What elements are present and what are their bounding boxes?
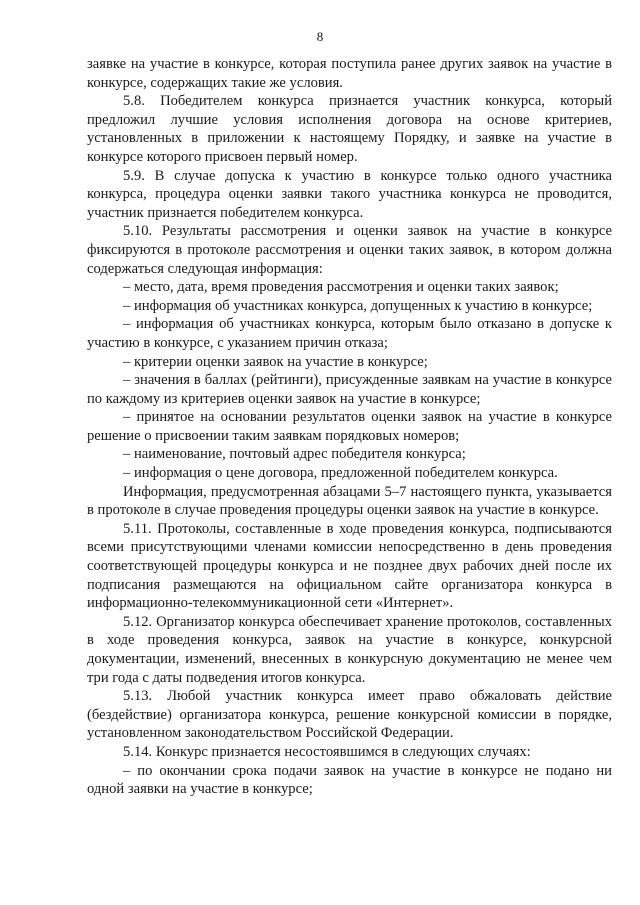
paragraph-continuation: заявке на участие в конкурсе, которая поступила ранее других заявок на участие в конкурсе, содержащих такие же условия. <box>87 56 612 91</box>
document-body <box>87 55 612 799</box>
list-item-ratings: – значения в баллах (рейтинги), присужденные заявкам на участие в конкурсе по каждому из критериев оценки заявок на участие в конкурсе; <box>87 372 612 407</box>
paragraph-5-14: 5.14. Конкурс признается несостоявшимся в следующих случаях: <box>123 743 531 760</box>
list-item-decision: – принятое на основании результатов оценки заявок на участие в конкурсе решение о присвоении таким заявкам порядковых номеров; <box>87 409 612 444</box>
paragraph-5-8: 5.8. Победителем конкурса признается участник конкурса, который предложил лучшие условия исполнения договора на основе критериев, установленных в приложении к настоящему Порядку, и заявке на участие в конкурсе которого присвоен первый номер. <box>87 93 612 165</box>
paragraph-5-13: 5.13. Любой участник конкурса имеет право обжаловать действие (бездействие) организатора конкурса, решение конкурсной комиссии в порядке, установленном законодательством Российской Федерации. <box>87 688 612 742</box>
paragraph-5-10: 5.10. Результаты рассмотрения и оценки заявок на участие в конкурсе фиксируются в протоколе рассмотрения и оценки таких заявок, в котором должна содержаться следующая информация: <box>87 223 612 277</box>
page-number: 8 <box>316 29 324 44</box>
paragraph-5-9: 5.9. В случае допуска к участию в конкурсе только одного участника конкурса, процедура оценки заявки такого участника конкурса не проводится, участник признается победителем конкурса. <box>87 167 612 221</box>
paragraph-5-12: 5.12. Организатор конкурса обеспечивает хранение протоколов, составленных в ходе проведения конкурса, заявок на участие в конкурсе, конкурсной документации, изменений, внесенных в конкурсную документацию не менее чем три года с даты подведения итогов конкурса. <box>87 613 612 686</box>
list-item-rejected-participants: – информация об участниках конкурса, которым было отказано в допуске к участию в конкурсе, с указанием причин отказа; <box>87 316 612 351</box>
list-item-winner-address: – наименование, почтовый адрес победителя конкурса; <box>123 446 466 463</box>
list-item-place-date-time: – место, дата, время проведения рассмотрения и оценки таких заявок; <box>123 279 559 296</box>
paragraph-5-11: 5.11. Протоколы, составленные в ходе проведения конкурса, подписываются всеми присутствующими членами комиссии непосредственно в день проведения соответствующей процедуры конкурса и не позднее двух рабочих дней после их подписания размещаются на официальном сайте организатора конкурса в информационно-телекоммуникационной сети «Интернет». <box>87 520 612 612</box>
list-item-no-applications: – по окончании срока подачи заявок на участие в конкурсе не подано ни одной заявки на участие в конкурсе; <box>87 762 612 798</box>
list-item-admitted-participants: – информация об участниках конкурса, допущенных к участию в конкурсе; <box>123 297 593 314</box>
paragraph-information-note: Информация, предусмотренная абзацами 5–7 настоящего пункта, указывается в протоколе в случае проведения процедуры оценки заявок на участие в конкурсе. <box>87 483 612 519</box>
list-item-contract-price: – информация о цене договора, предложенной победителем конкурса. <box>123 465 558 482</box>
list-item-criteria: – критерии оценки заявок на участие в конкурсе; <box>123 353 428 370</box>
